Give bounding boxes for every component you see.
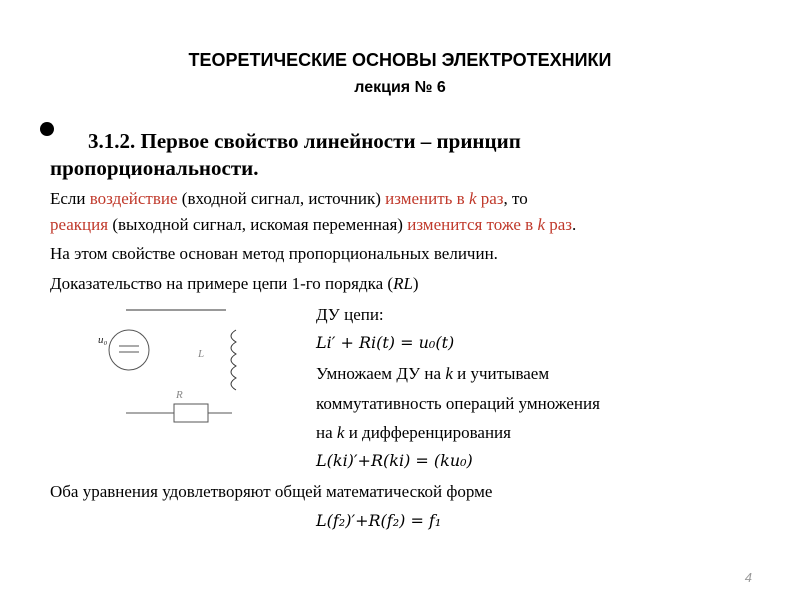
source-label: u₀	[98, 334, 108, 346]
highlight-reaction: реакция	[50, 215, 109, 234]
equation-2: L(ki)′+R(ki) = (ku₀)	[316, 451, 473, 470]
highlight-impact: воздействие	[89, 189, 178, 208]
explanation-line-1: Умножаем ДУ на k и учитываем	[316, 364, 550, 383]
page-number: 4	[744, 570, 752, 585]
paragraph-line-4: Доказательство на примере цепи 1-го порядка (RL)	[50, 274, 419, 293]
equation-1: Li′ + Ri(t) = u₀(t)	[316, 333, 455, 352]
explanation-line-3: на k и дифференцирования	[316, 423, 511, 442]
paragraph-line-3: На этом свойстве основан метод пропорциональных величин.	[50, 244, 498, 263]
explanation-line-2: коммутативность операций умножения	[316, 394, 600, 413]
rl-circuit-diagram	[96, 305, 256, 430]
paragraph-line-2: реакция (выходной сигнал, искомая переменная) изменится тоже в k раз.	[50, 215, 577, 234]
conclusion-line: Оба уравнения удовлетворяют общей математической форме	[50, 482, 493, 501]
equation-3: L(f₂)′+R(f₂) = f₁	[316, 511, 442, 530]
lecture-number: лекция № 6	[354, 79, 446, 96]
section-heading: 3.1.2. Первое свойство линейности – принцип пропорциональности.	[50, 129, 521, 180]
slide-title: ТЕОРЕТИЧЕСКИЕ ОСНОВЫ ЭЛЕКТРОТЕХНИКИ	[188, 50, 612, 70]
inductor-label: L	[198, 348, 205, 360]
resistor-label: R	[176, 389, 183, 401]
diff-eq-label: ДУ цепи:	[316, 305, 384, 324]
paragraph-line-1: Если воздействие (входной сигнал, источник) изменить в k раз, то	[50, 189, 528, 208]
